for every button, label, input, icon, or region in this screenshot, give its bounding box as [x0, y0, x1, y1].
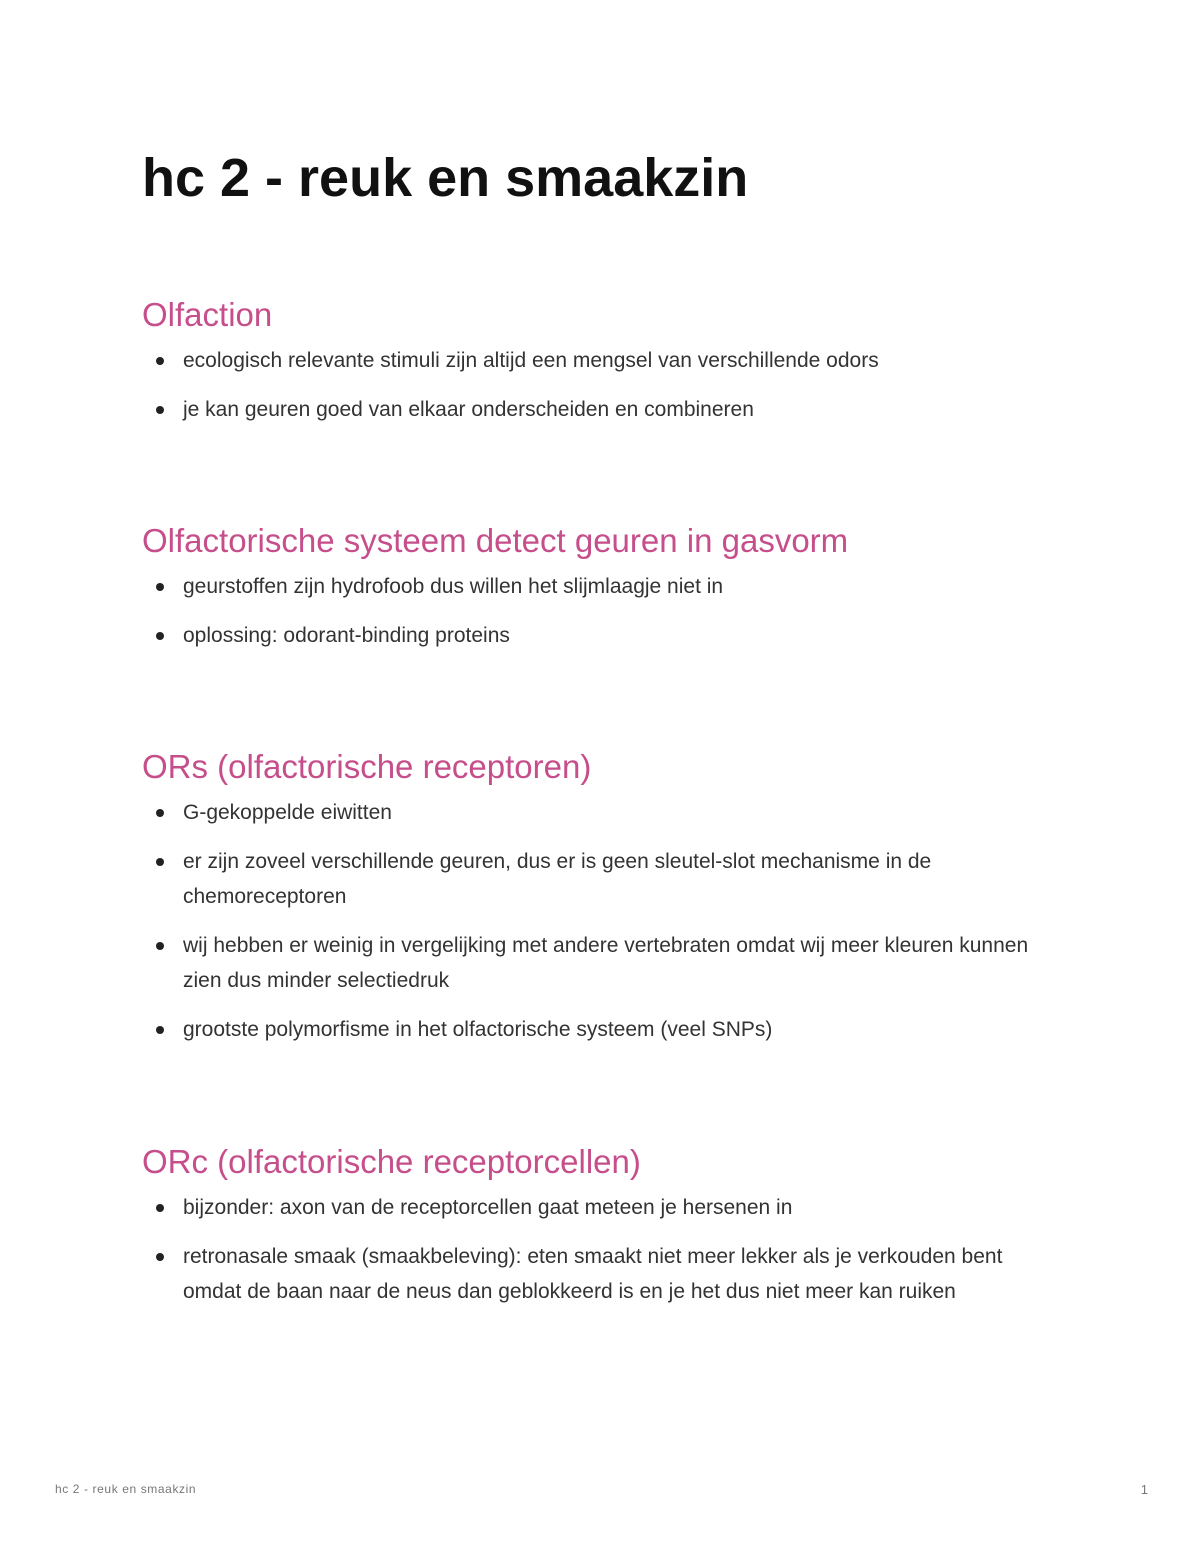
bullet-list — [142, 1190, 1062, 1309]
list-item — [142, 1190, 1062, 1225]
list-item — [142, 1239, 1062, 1309]
bullet-icon — [156, 1026, 164, 1034]
section-olfaction — [142, 293, 1062, 427]
section-heading: Olfaction — [142, 296, 273, 333]
bullet-icon — [156, 858, 164, 866]
bullet-list — [142, 343, 1062, 427]
section-olfactorische-systeem — [142, 519, 1062, 653]
bullet-icon — [156, 357, 164, 365]
bullet-icon — [156, 809, 164, 817]
page-title: hc 2 - reuk en smaakzin — [142, 148, 749, 208]
bullet-icon — [156, 1204, 164, 1212]
list-item-text: ecologisch relevante stimuli zijn altijd een mengsel van verschillende odors — [183, 349, 879, 372]
section-orc — [142, 1140, 1062, 1309]
bullet-list — [142, 569, 1062, 653]
bullet-icon — [156, 942, 164, 950]
list-item — [142, 343, 1062, 378]
list-item-text: geurstoffen zijn hydrofoob dus willen het slijmlaagje niet in — [183, 575, 724, 598]
section-ors — [142, 745, 1062, 1047]
list-item — [142, 1012, 1062, 1047]
bullet-icon — [156, 1253, 164, 1261]
list-item-text: grootste polymorfisme in het olfactorische systeem (veel SNPs) — [183, 1018, 773, 1041]
section-heading: Olfactorische systeem detect geuren in gasvorm — [142, 522, 849, 559]
bullet-icon — [156, 406, 164, 414]
list-item — [142, 928, 1062, 998]
list-item — [142, 795, 1062, 830]
list-item-text: er zijn zoveel verschillende geuren, dus er is geen sleutel-slot mechanisme in de chemoreceptoren — [183, 850, 932, 908]
section-heading: ORc (olfactorische receptorcellen) — [142, 1143, 641, 1180]
list-item — [142, 392, 1062, 427]
section-heading: ORs (olfactorische receptoren) — [142, 748, 592, 785]
list-item-text: retronasale smaak (smaakbeleving): eten smaakt niet meer lekker als je verkouden bent omdat de baan naar de neus dan geblokkeerd is en je het dus niet meer kan ruiken — [183, 1245, 1003, 1303]
bullet-icon — [156, 632, 164, 640]
list-item-text: oplossing: odorant-binding proteins — [183, 624, 510, 647]
footer-page-number: 1 — [1140, 1482, 1148, 1497]
list-item-text: wij hebben er weinig in vergelijking met andere vertebraten omdat wij meer kleuren kunnen zien dus minder selectiedruk — [183, 934, 1029, 992]
list-item — [142, 618, 1062, 653]
list-item-text: je kan geuren goed van elkaar onderscheiden en combineren — [183, 398, 754, 421]
bullet-list — [142, 795, 1062, 1047]
bullet-icon — [156, 583, 164, 591]
list-item — [142, 569, 1062, 604]
list-item-text: bijzonder: axon van de receptorcellen gaat meteen je hersenen in — [183, 1196, 793, 1219]
footer-document-title: hc 2 - reuk en smaakzin — [55, 1482, 197, 1496]
list-item — [142, 844, 1062, 914]
list-item-text: G-gekoppelde eiwitten — [183, 801, 392, 824]
